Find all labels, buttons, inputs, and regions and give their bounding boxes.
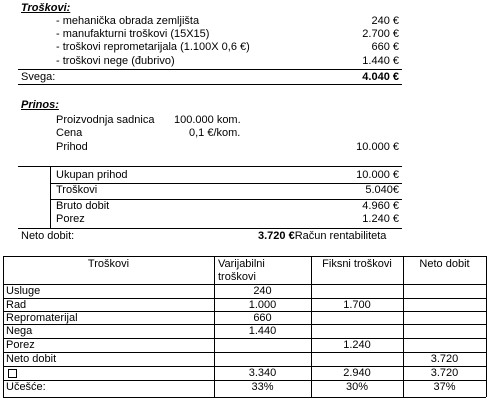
production-label: Proizvodnja sadnica (56, 114, 155, 126)
divider (18, 69, 402, 70)
cost-item-label: - troškovi nege (đubrivo) (56, 55, 175, 67)
table-cell: Repromaterijal (6, 312, 78, 324)
table-cell: 3.720 (430, 367, 459, 379)
total-income-value: 10.000 € (356, 169, 399, 181)
price-value: 0,1 €/kom. (189, 127, 241, 139)
table-cell: Porez (6, 339, 35, 351)
costs-summary-value: 5.040€ (365, 184, 399, 196)
price-label: Cena (56, 127, 83, 139)
table-cell: 660 (253, 312, 272, 324)
income-title: Prinos: (21, 99, 59, 111)
gross-profit-label: Bruto dobit (56, 200, 110, 212)
table-cell: 1.700 (343, 299, 371, 311)
divider (18, 228, 402, 229)
cost-item-value: 1.440 € (362, 55, 399, 67)
revenue-label: Prihod (56, 141, 88, 153)
table-cell: Usluge (6, 285, 41, 297)
checkbox-icon (8, 367, 17, 380)
table-row-divider (3, 338, 486, 339)
table-cell: Nega (6, 325, 33, 337)
table-border (3, 256, 4, 397)
cost-item-value: 660 € (371, 41, 399, 53)
table-cell: 33% (251, 381, 274, 393)
revenue-value: 10.000 € (356, 141, 399, 153)
table-cell: Rad (6, 299, 27, 311)
divider (50, 166, 51, 228)
production-value: 100.000 kom. (174, 114, 241, 126)
net-profit-value: 3.720 € (258, 230, 295, 242)
costs-title: Troškovi: (21, 2, 71, 14)
table-cell: 1.240 (343, 339, 371, 351)
table-cell: 2.940 (343, 367, 371, 379)
table-border (486, 256, 487, 397)
table-header: Fiksni troškovi (322, 258, 392, 270)
cost-item-value: 2.700 € (362, 28, 399, 40)
costs-total-value: 4.040 € (362, 71, 399, 83)
table-cell: 3.340 (248, 367, 277, 379)
profitability-title: Račun rentabiliteta (294, 230, 387, 242)
table-border (3, 397, 486, 398)
net-profit-line (258, 230, 386, 243)
net-profit-label: Neto dobit: (21, 230, 75, 242)
tax-label: Porez (56, 213, 85, 225)
tax-value: 1.240 € (362, 213, 399, 225)
cost-item-value: 240 € (371, 15, 399, 27)
table-header: Varijabilni troškovi (218, 258, 265, 283)
costs-summary-label: Troškovi (56, 184, 98, 196)
table-cell: 3.720 (430, 353, 459, 365)
table-cell: 1.000 (248, 299, 277, 311)
table-cell: 240 (253, 285, 272, 297)
table-cell: Neto dobit (6, 353, 57, 365)
table-border (3, 256, 486, 257)
table-cell: Učešće: (6, 381, 46, 393)
cost-item-label: - manufakturni troškovi (15X15) (56, 28, 210, 40)
divider (18, 84, 402, 85)
divider (18, 166, 402, 167)
table-header: Neto dobit (419, 258, 470, 270)
gross-profit-value: 4.960 € (362, 200, 399, 212)
table-cell: 37% (433, 381, 456, 393)
table-cell: 30% (345, 381, 369, 393)
costs-total-label: Svega: (21, 71, 56, 83)
table-header: Troškovi (87, 258, 130, 270)
cost-item-label: - mehanička obrada zemljišta (56, 15, 200, 27)
total-income-label: Ukupan prihod (56, 169, 128, 181)
divider (50, 183, 402, 184)
cost-item-label: - troškovi reprometarijala (1.100X 0,6 €) (56, 41, 250, 53)
table-cell: 1.440 (248, 325, 277, 337)
